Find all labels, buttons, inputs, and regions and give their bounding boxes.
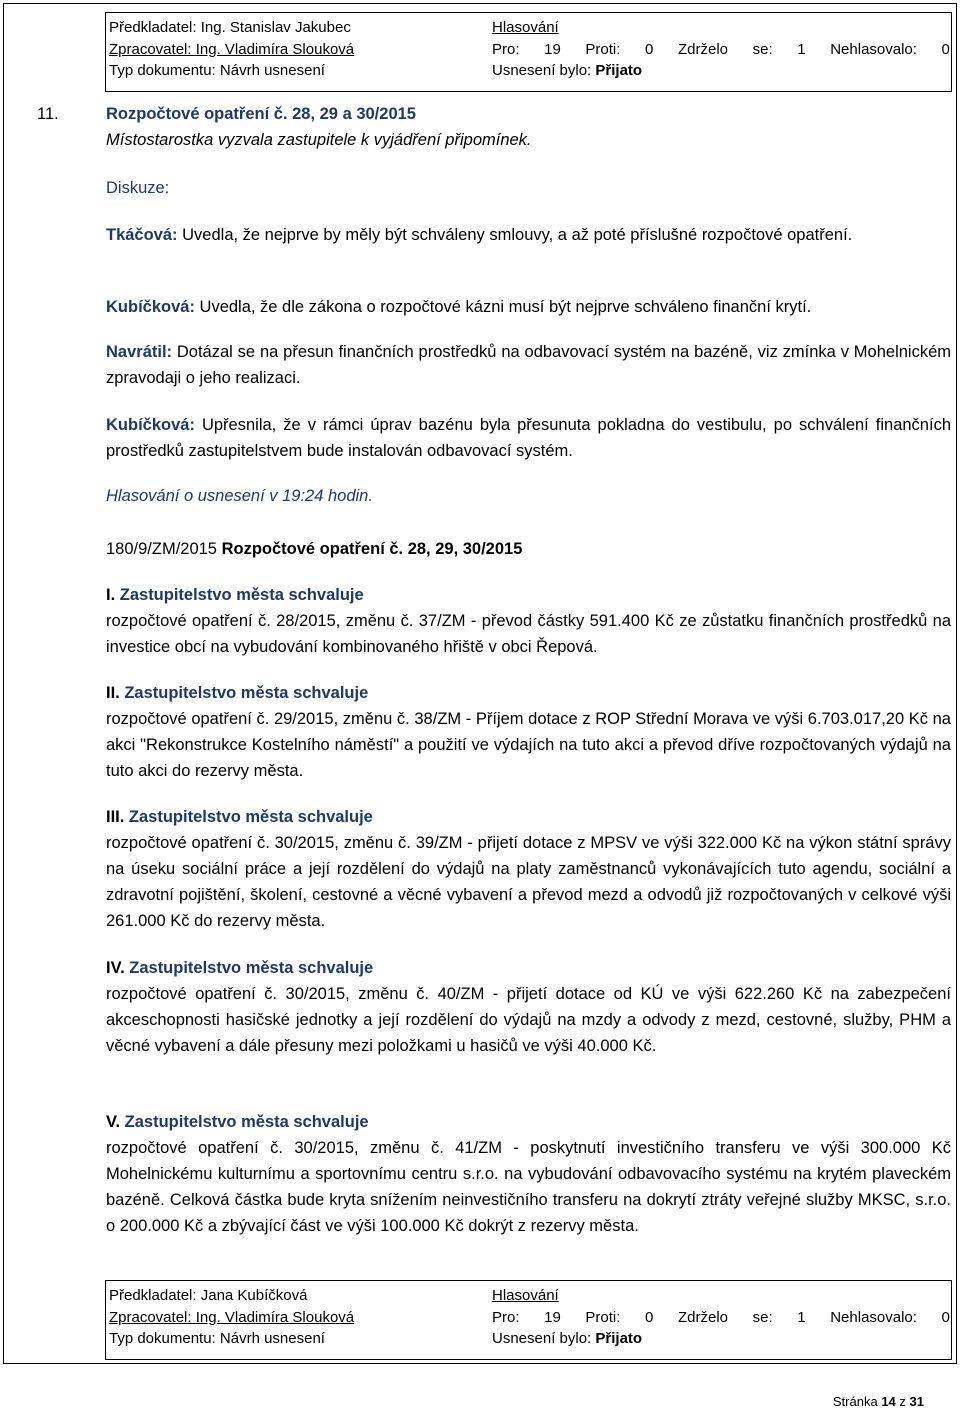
vote-proti-label: Proti: xyxy=(585,40,621,58)
vote-nehlasovalo-value: 0 xyxy=(941,40,950,58)
vote-pro-value: 19 xyxy=(544,1308,561,1326)
resolution-section xyxy=(106,955,951,1059)
section-numeral: II. xyxy=(106,684,120,702)
vote-proti-value: 0 xyxy=(645,1308,654,1326)
predkladatel-label: Předkladatel: xyxy=(109,19,197,36)
speaker-text: Dotázal se na přesun finančních prostředků na odbavovací systém na bazéně, viz zmínka v Mohelnickém zpravodaji o jeho realizaci. xyxy=(106,343,951,387)
zpracovatel-value: Ing. Vladimíra Slouková xyxy=(195,1308,355,1326)
zpracovatel-value: Ing. Vladimíra Slouková xyxy=(195,40,355,58)
section-heading: Zastupitelstvo města schvaluje xyxy=(124,959,374,977)
section-text: rozpočtové opatření č. 30/2015, změnu č. 40/ZM - přijetí dotace od KÚ ve výši 622.260 Kč na zabezpečení akceschopnosti hasičské jednotky a její rozdělení do výdajů na mzdy a odvody z mezd, cestovné, služby, PHM a věcné vybavení a dále přesuny mezi položkami u hasičů ve výši 40.000 Kč. xyxy=(106,985,951,1055)
speaker-name: Kubíčková: xyxy=(106,298,195,316)
footer-info-box xyxy=(105,1280,952,1360)
header-left-column xyxy=(109,17,484,82)
section-text: rozpočtové opatření č. 30/2015, změnu č. 39/ZM - přijetí dotace z MPSV ve výši 322.000 Kč na výkon státní správy na úseku sociální práce a její rozdělení do výdajů na platy zaměstnanců vykonávajících tuto agendu, sociální a zdravotní pojištění, školení, cestovné a věcné vybavení a převod mezd a odvodů již rozpočtovaných v celkové výši 261.000 Kč do rezervy města. xyxy=(106,834,951,930)
discussion-entry xyxy=(106,222,951,248)
vote-zdrzelo-label: Zdrželo xyxy=(678,40,729,58)
speaker-name: Navrátil: xyxy=(106,343,173,361)
vote-counts xyxy=(492,1307,950,1329)
usneseni-label: Usnesení bylo: xyxy=(492,1330,592,1347)
vote-zdrzelo-value: 1 xyxy=(797,1308,806,1326)
resolution-section xyxy=(106,582,951,660)
speaker-text: Upřesnila, že v rámci úprav bazénu byla přesunuta pokladna do vestibulu, po schválení finančních prostředků zastupitelstvem bude instalován odbavovací systém. xyxy=(106,416,951,460)
predkladatel-value: Jana Kubíčková xyxy=(200,1287,308,1304)
speaker-name: Kubíčková: xyxy=(106,416,195,434)
page-total: 31 xyxy=(909,1394,924,1409)
vote-zdrzelo-value: 1 xyxy=(797,40,806,58)
vote-counts xyxy=(492,39,950,61)
zpracovatel-label: Zpracovatel: xyxy=(109,40,192,58)
predkladatel-value: Ing. Stanislav Jakubec xyxy=(200,19,351,36)
typ-label: Typ dokumentu: xyxy=(109,1330,216,1347)
section-heading: Zastupitelstvo města schvaluje xyxy=(119,684,369,702)
section-text: rozpočtové opatření č. 30/2015, změnu č. 41/ZM - poskytnutí investičního transferu ve výši 300.000 Kč Mohelnickému kulturnímu a sportovnímu centru s.r.o. na vybudování odbavovacího systému na krytém plaveckém bazéně. Celková částka bude kryta snížením neinvestičního transferu na dokrytí ztráty veřejné služby MKSC, s.r.o. o 200.000 Kč a zbývající část ve výši 100.000 Kč dokrýt z rezervy města. xyxy=(106,1139,951,1235)
vote-pro-label: Pro: xyxy=(492,1308,520,1326)
resolution-heading xyxy=(106,536,951,562)
hlasovani-label: Hlasování xyxy=(492,1287,559,1304)
typ-value: Návrh usnesení xyxy=(219,1330,325,1347)
discussion-entry xyxy=(106,294,951,320)
page-separator: z xyxy=(899,1394,906,1409)
header-info-box xyxy=(105,12,952,92)
zpracovatel-label: Zpracovatel: xyxy=(109,1308,192,1326)
section-heading: Zastupitelstvo města schvaluje xyxy=(115,586,364,604)
footer-right-column xyxy=(492,1285,950,1350)
usneseni-label: Usnesení bylo: xyxy=(492,62,592,79)
item-number: 11. xyxy=(37,105,59,123)
predkladatel-label: Předkladatel: xyxy=(109,1287,197,1304)
footer-left-column xyxy=(109,1285,484,1350)
resolution-section xyxy=(106,804,951,934)
vote-nehlasovalo-value: 0 xyxy=(941,1308,950,1326)
vote-nehlasovalo-label: Nehlasovalo: xyxy=(830,40,917,58)
vote-pro-value: 19 xyxy=(544,40,561,58)
page-current: 14 xyxy=(881,1394,896,1409)
section-heading: Zastupitelstvo města schvaluje xyxy=(124,808,373,826)
page-number xyxy=(833,1394,924,1410)
typ-label: Typ dokumentu: xyxy=(109,62,216,79)
section-numeral: V. xyxy=(106,1113,121,1131)
usneseni-value: Přijato xyxy=(595,1330,643,1347)
usneseni-value: Přijato xyxy=(595,62,643,79)
section-numeral: IV. xyxy=(106,959,125,977)
resolution-section xyxy=(106,680,951,784)
resolution-title: Rozpočtové opatření č. 28, 29, 30/2015 xyxy=(221,540,523,558)
discussion-entry xyxy=(106,339,951,391)
resolution-number: 180/9/ZM/2015 xyxy=(106,540,217,558)
hlasovani-label: Hlasování xyxy=(492,19,559,36)
speaker-text: Uvedla, že dle zákona o rozpočtové kázni musí být nejprve schváleno finanční krytí. xyxy=(194,298,812,316)
section-text: rozpočtové opatření č. 29/2015, změnu č. 38/ZM - Příjem dotace z ROP Střední Morava ve výši 6.703.017,20 Kč na akci "Rekonstrukce Kostelního náměstí" a použití ve výdajích na tuto akci a převod dříve rozpočtovaných výdajů na tuto akci do rezervy města. xyxy=(106,710,951,780)
vote-proti-label: Proti: xyxy=(585,1308,621,1326)
speaker-text: Uvedla, že nejprve by měly být schváleny smlouvy, a až poté příslušné rozpočtové opatření. xyxy=(177,226,853,244)
vote-note: Hlasování o usnesení v 19:24 hodin. xyxy=(106,487,373,505)
section-numeral: III. xyxy=(106,808,125,826)
vote-zdrzelo-label: Zdrželo xyxy=(678,1308,729,1326)
item-title: Rozpočtové opatření č. 28, 29 a 30/2015 xyxy=(106,105,416,123)
vote-pro-label: Pro: xyxy=(492,40,520,58)
discussion-label: Diskuze: xyxy=(106,179,170,197)
vote-proti-value: 0 xyxy=(645,40,654,58)
discussion-entry xyxy=(106,412,951,464)
page-prefix: Stránka xyxy=(832,1394,878,1409)
header-right-column xyxy=(492,17,950,82)
section-text: rozpočtové opatření č. 28/2015, změnu č. 37/ZM - převod částky 591.400 Kč ze zůstatku finančních prostředků na investice obcí na vybudování kombinovaného hřiště v obci Řepová. xyxy=(106,612,951,656)
section-numeral: I. xyxy=(106,586,116,604)
item-heading xyxy=(106,101,951,153)
typ-value: Návrh usnesení xyxy=(219,62,325,79)
section-heading: Zastupitelstvo města schvaluje xyxy=(120,1113,369,1131)
speaker-name: Tkáčová: xyxy=(106,226,178,244)
vote-se-label: se: xyxy=(752,40,773,58)
resolution-section xyxy=(106,1109,951,1239)
vote-nehlasovalo-label: Nehlasovalo: xyxy=(830,1308,917,1326)
vote-se-label: se: xyxy=(752,1308,773,1326)
item-subtitle: Místostarostka vyzvala zastupitele k vyjádření připomínek. xyxy=(106,131,532,149)
